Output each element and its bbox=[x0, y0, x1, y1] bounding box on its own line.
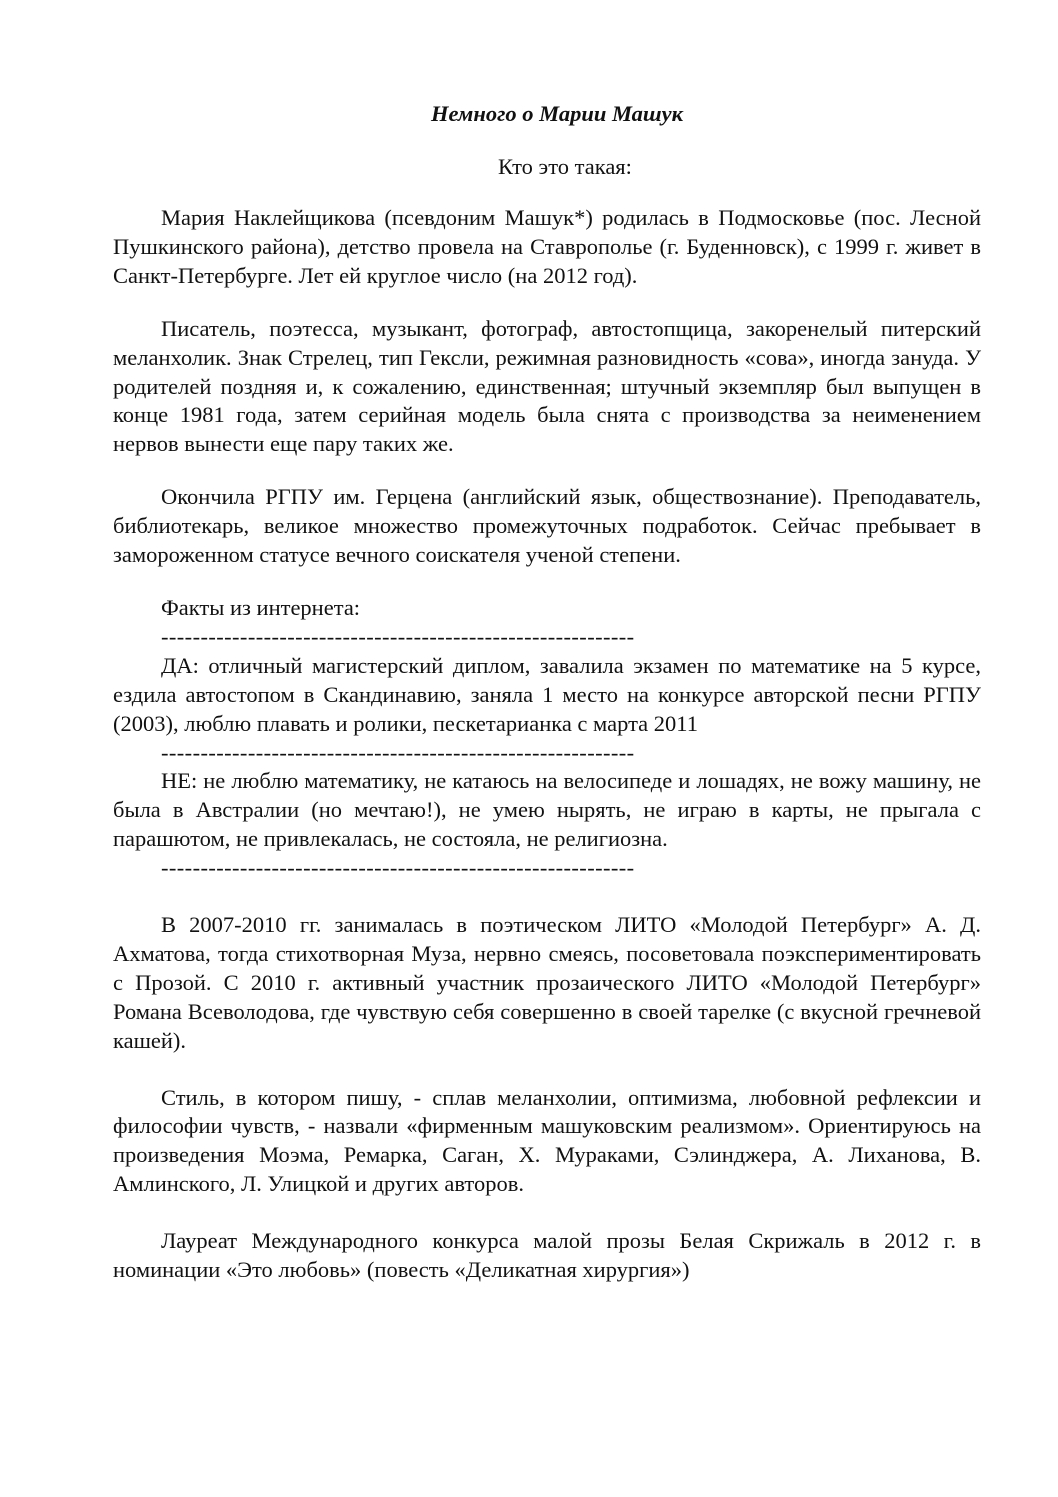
paragraph-lito: В 2007-2010 гг. занималась в поэтическом ЛИТО «Молодой Петербург» А. Д. Ахматова, тогда стихотворная Муза, нервно смеясь, посоветовала поэкспериментировать с Прозой. С 2010 г. активный участник прозаического ЛИТО «Молодой Петербург» Романа Всеволодова, где чувствую себя совершенно в своей тарелке (с вкусной гречневой кашей). bbox=[113, 912, 981, 1053]
facts-yes: ДА: отличный магистерский диплом, завалила экзамен по математике на 5 курсе, ездила автостопом в Скандинавию, заняла 1 место на конкурсе авторской песни РГПУ (2003), люблю плавать и ролики, пескетарианка с марта 2011 bbox=[113, 652, 981, 736]
document-title: Немного о Марии Машук bbox=[431, 101, 684, 126]
paragraph-biography: Мария Наклейщикова (псевдоним Машук*) родилась в Подмосковье (пос. Лесной Пушкинского района), детство провела на Ставрополье (г. Буденновск), с 1999 г. живет в Санкт-Петербурге. Лет ей круглое число (на 2012 год). bbox=[113, 205, 981, 288]
paragraph-personality: Писатель, поэтесса, музыкант, фотограф, автостопщица, закоренелый питерский меланхолик. Знак Стрелец, тип Гексли, режимная разновидность «сова», иногда зануда. У родителей поздняя и, к сожалению, единственная; штучный экземпляр был выпущен в конце 1981 года, затем серийная модель была снята с производства за неименением нервов вынести еще пару таких же. bbox=[113, 315, 981, 457]
facts-no: НЕ: не люблю математику, не катаюсь на велосипеде и лошадях, не вожу машину, не была в Австралии (но мечтаю!), не умею нырять, не играю в карты, не прыгала с парашютом, не привлекалась, не состояла, не религиозна. bbox=[113, 768, 981, 852]
separator-line: ------------------------------------------------------------ bbox=[161, 739, 635, 765]
separator-line: ------------------------------------------------------------ bbox=[161, 855, 635, 881]
paragraph-education: Окончила РГПУ им. Герцена (английский язык, обществознание). Преподаватель, библиотекарь, великое множество промежуточных подработок. Сейчас пребывает в замороженном статусе вечного соискателя ученой степени. bbox=[113, 484, 981, 568]
separator-line: ------------------------------------------------------------ bbox=[161, 623, 635, 649]
paragraph-style: Стиль, в котором пишу, - сплав меланхолии, оптимизма, любовной рефлексии и философии чувств, - назвали «фирменным машуковским реализмом». Ориентируюсь на произведения Моэма, Ремарка, Саган, Х. Мураками, Сэлинджера, А. Лиханова, В. Амлинского, Л. Улицкой и других авторов. bbox=[113, 1084, 981, 1197]
paragraph-award: Лауреат Международного конкурса малой прозы Белая Скрижаль в 2012 г. в номинации «Это любовь» (повесть «Деликатная хирургия») bbox=[113, 1228, 981, 1283]
facts-heading: Факты из интернета: bbox=[161, 594, 361, 620]
document-body bbox=[113, 98, 981, 1285]
document-subtitle: Кто это такая: bbox=[498, 154, 632, 179]
